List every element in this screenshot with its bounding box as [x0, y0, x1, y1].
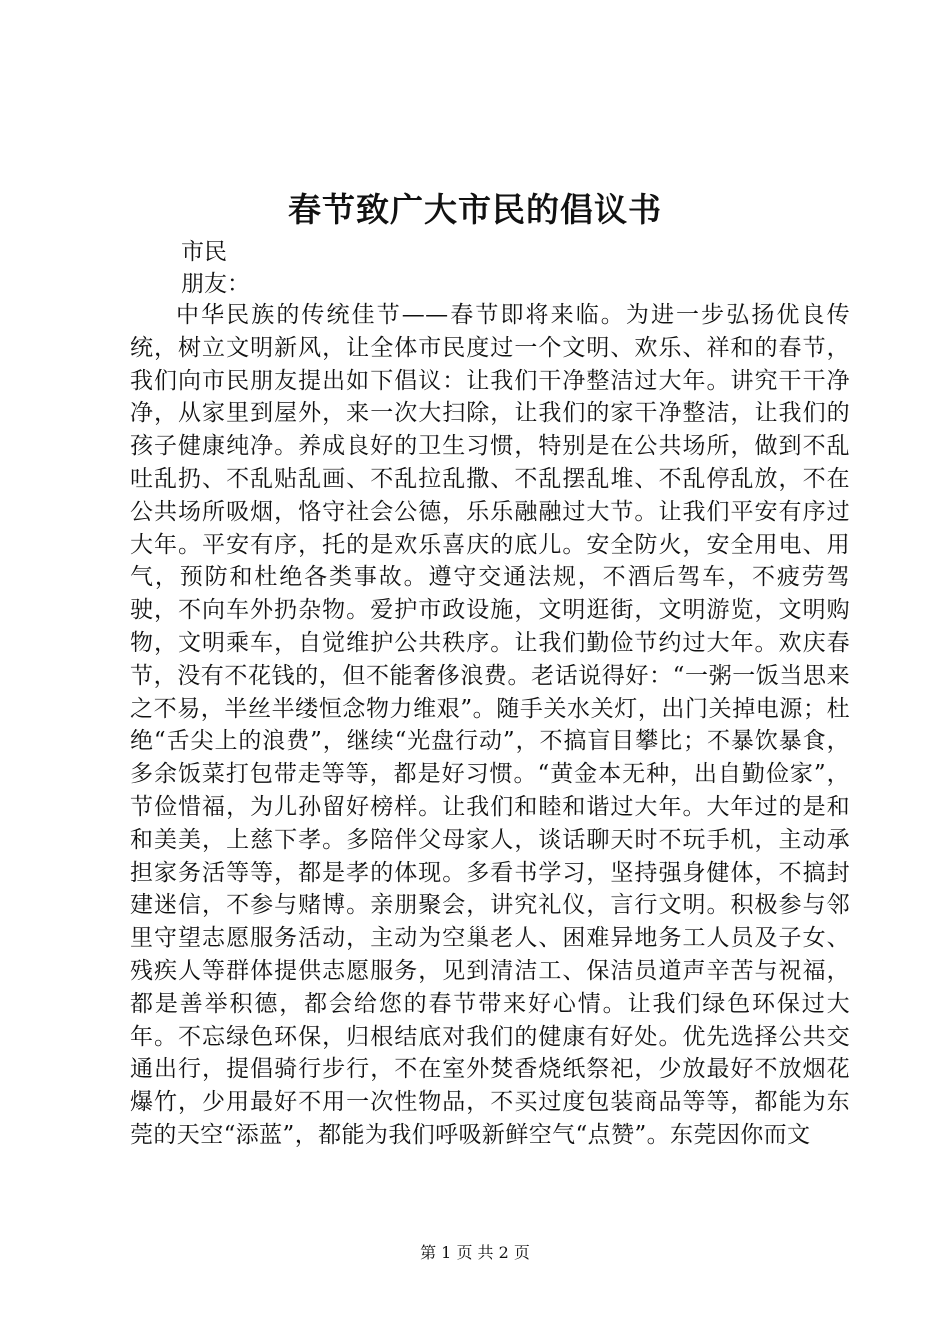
document-title: 春节致广大市民的倡议书 [288, 190, 662, 229]
page-footer: 第 1 页 共 2 页 [420, 1243, 530, 1262]
body-paragraph: 中华民族的传统佳节——春节即将来临。为进一步弘扬优良传统，树立文明新风，让全体市民度过一个文明、欢乐、祥和的春节，我们向市民朋友提出如下倡议：让我们干净整洁过大年。讲究干干净净，从家里到屋外，来一次大扫除，让我们的家干净整洁，让我们的孩子健康纯净。养成良好的卫生习惯，特别是在公共场所，做到不乱吐乱扔、不乱贴乱画、不乱拉乱撒、不乱摆乱堆、不乱停乱放，不在公共场所吸烟，恪守社会公德，乐乐融融过大节。让我们平安有序过大年。平安有序，托的是欢乐喜庆的底儿。安全防火，安全用电、用气，预防和杜绝各类事故。遵守交通法规，不酒后驾车，不疲劳驾驶，不向车外扔杂物。爱护市政设施，文明逛街，文明游览，文明购物，文明乘车，自觉维护公共秩序。让我们勤俭节约过大年。欢庆春节，没有不花钱的，但不能奢侈浪费。老话说得好：“一粥一饭当思来之不易，半丝半缕恒念物力维艰”。随手关水关灯，出门关掉电源；杜绝“舌尖上的浪费”，继续“光盘行动”，不搞盲目攀比；不暴饮暴食，多余饭菜打包带走等等，都是好习惯。“黄金本无种，出自勤俭家”，节俭惜福，为儿孙留好榜样。让我们和睦和谐过大年。大年过的是和和美美，上慈下孝。多陪伴父母家人，谈话聊天时不玩手机，主动承担家务活等等，都是孝的体现。多看书学习，坚持强身健体，不搞封建迷信，不参与赌博。亲朋聚会，讲究礼仪，言行文明。积极参与邻里守望志愿服务活动，主动为空巢老人、困难异地务工人员及子女、残疾人等群体提供志愿服务，见到清洁工、保洁员道声辛苦与祝福，都是善举积德，都会给您的春节带来好心情。让我们绿色环保过大年。不忘绿色环保，归根结底对我们的健康有好处。优先选择公共交通出行，提倡骑行步行，不在室外焚香烧纸祭祀，少放最好不放烟花爆竹，少用最好不用一次性物品，不买过度包装商品等等，都能为东莞的天空“添蓝”，都能为我们呼吸新鲜空气“点赞”。东莞因你而文 [130, 302, 850, 1148]
salutation-line-2: 朋友： [181, 271, 250, 297]
salutation-line-1: 市民 [181, 239, 227, 265]
